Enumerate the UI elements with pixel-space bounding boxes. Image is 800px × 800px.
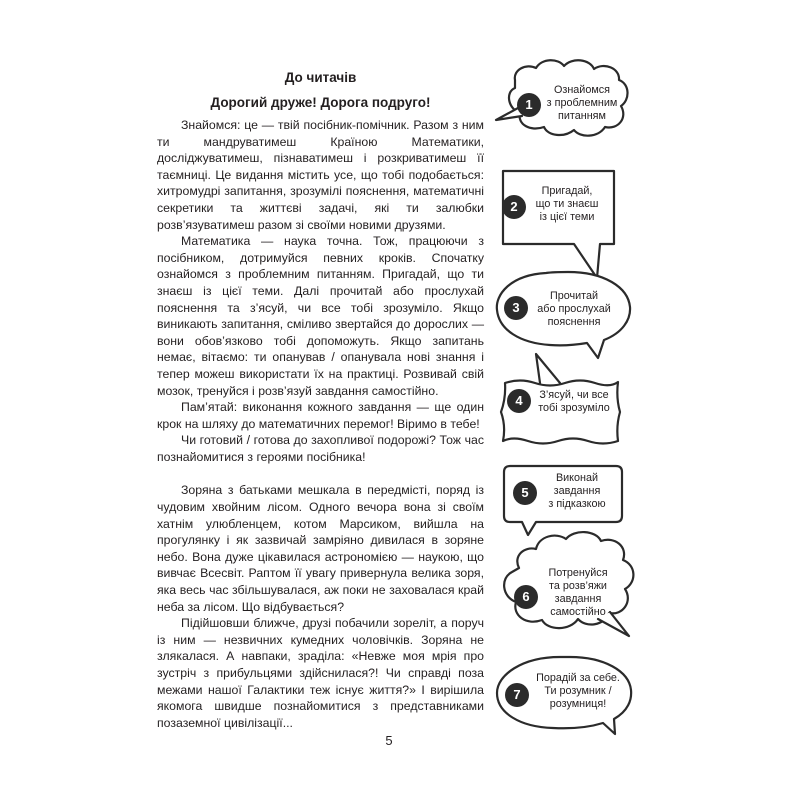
step-2-badge: 2 bbox=[502, 195, 526, 219]
step-3-badge: 3 bbox=[504, 296, 528, 320]
page-title: До читачів bbox=[284, 70, 357, 85]
step-6-badge: 6 bbox=[514, 585, 538, 609]
step-3-text: Прочитай або прослухай пояснення bbox=[537, 290, 611, 328]
step-7-text: Порадій за себе. Ти розумник / розумниця! bbox=[536, 672, 620, 710]
step-1-text: Ознайомся з проблемним питанням bbox=[546, 84, 618, 122]
step-5-text: Виконай завдання з підказкою bbox=[548, 472, 606, 510]
step-7-badge: 7 bbox=[505, 683, 529, 707]
step-4-badge: 4 bbox=[507, 389, 531, 413]
step-4-text: З’ясуй, чи все тобі зрозуміло bbox=[538, 389, 610, 414]
journey-paragraph: Чи готовий / готова до захопливої подорожі? Тож час познайомитися з героями посібника! bbox=[157, 433, 484, 464]
intro-paragraph: Знайомся: це — твій посібник-помічник. Разом з ним ти мандруватимеш Країною Математики, досліджуватимеш, пізнаватимеш і розкриватимеш її таємниці. Це видання містить усе, що тобі подобається: хитромудрі запитання, зрозумілі пояснення, математичні секретики та життєві задачі, які ти залюбки розв’язуватимеш разом зі своїми новими друзями. bbox=[157, 118, 484, 232]
step-5-badge: 5 bbox=[513, 481, 537, 505]
page-number: 5 bbox=[385, 733, 393, 748]
bubble-4-tail bbox=[536, 354, 560, 383]
encouragement-paragraph: Пам’ятай: виконання кожного завдання — ще один крок на шляху до математичних перемог! Віримо в тебе! bbox=[157, 400, 484, 431]
step-1-badge: 1 bbox=[517, 93, 541, 117]
steps-paragraph: Математика — наука точна. Тож, працюючи з посібником, дотримуйся певних кроків. Спочатку ознайомся з проблемним питанням. Пригадай, що ти знаєш із цієї теми. Далі прочитай або прослухай пояснення та з’ясуй, чи все тобі зрозуміло. Якщо виникають запитання, сміливо звертайся до дорослих — вони обов’язково тобі допоможуть. Якщо запитань немає, вітаємо: ти опанував / опанувала нові знання і тепер можеш використати їх на практиці. Розвивай свій мозок, тренуйся і розв’язуй завдання самостійно. bbox=[157, 234, 484, 398]
step-2-text: Пригадай, що ти знаєш із цієї теми bbox=[535, 185, 599, 223]
step-6-text: Потренуйся та розв’яжи завдання самостійно bbox=[548, 567, 608, 618]
story-paragraph-1: Зоряна з батьками мешкала в передмісті, поряд із чудовим хвойним лісом. Одного вечора вона зі своїм хатнім улюбленцем, котом Марсиком, вийшла на прогулянку і як зазвичай замріяно дивилася в зоряне небо. Вона дуже цікавилася астрономією — наукою, що вивчає Всесвіт. Раптом її увагу привернула велика зоря, яка весь час збільшувалася, аж поки не заховалася край неба за лісом. Що відбувається? bbox=[157, 483, 484, 614]
story-paragraph-2: Підійшовши ближче, друзі побачили зореліт, а поруч із ним — незвичних кумедних чоловічків. Зоряна не злякалася. А навпаки, зраділа: «Невже моя мрія про зустріч з прибульцями здійснилася?! Чи справді поза межами нашої Галактики теж існує життя?» І вирішила якомога швидше познайомитися з представниками позаземної цивілізації... bbox=[157, 616, 484, 730]
greeting-heading: Дорогий друже! Дорога подруго! bbox=[210, 95, 431, 110]
